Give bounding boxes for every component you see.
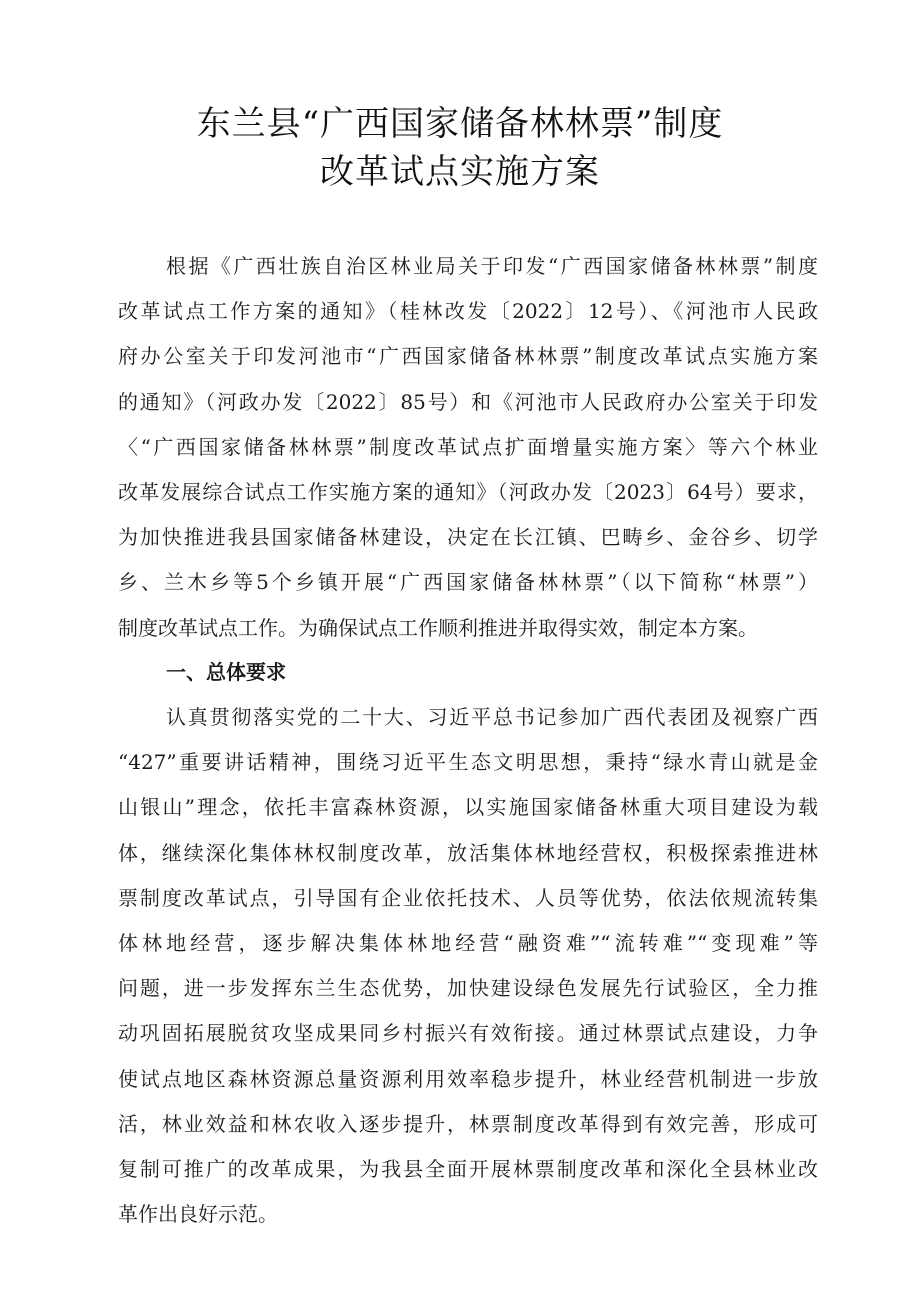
paragraph-line: 活，林业效益和林农收入逐步提升，林票制度改革得到有效完善，形成可 (118, 1111, 818, 1136)
document-title-line-1: 东兰县“广西国家储备林林票”制度 (196, 104, 724, 144)
paragraph-line: 乡、兰木乡等5个乡镇开展“广西国家储备林林票”（以下简称“林票”） (118, 570, 818, 595)
document-title-line-2: 改革试点实施方案 (320, 152, 600, 192)
paragraph-line: 为加快推进我县国家储备林建设，决定在长江镇、巴畴乡、金谷乡、切学 (118, 525, 818, 550)
paragraph-line: 〈“广西国家储备林林票”制度改革试点扩面增量实施方案〉等六个林业 (118, 434, 818, 459)
paragraph-line: 改革试点工作方案的通知》（桂林改发〔2022〕12号）、《河池市人民政 (118, 299, 818, 324)
section-heading: 一、总体要求 (166, 660, 286, 684)
paragraph-line: 动巩固拓展脱贫攻坚成果同乡村振兴有效衔接。通过林票试点建设，力争 (118, 1021, 818, 1046)
paragraph-line: “427”重要讲话精神，围绕习近平生态文明思想，秉持“绿水青山就是金 (118, 750, 818, 775)
paragraph-line: 根据《广西壮族自治区林业局关于印发“广西国家储备林林票”制度 (166, 254, 818, 278)
section-heading-block (118, 650, 818, 695)
paragraph-line: 革作出良好示范。 (118, 1202, 278, 1227)
paragraph-line: 体林地经营，逐步解决集体林地经营“融资难”“流转难”“变现难”等 (118, 930, 818, 955)
paragraph-1 (118, 244, 818, 651)
paragraph-line: 改革发展综合试点工作实施方案的通知》（河政办发〔2023〕64号）要求， (118, 479, 818, 504)
paragraph-line: 票制度改革试点，引导国有企业依托技术、人员等优势，依法依规流转集 (118, 885, 818, 910)
paragraph-line: 使试点地区森林资源总量资源利用效率稳步提升，林业经营机制进一步放 (118, 1066, 818, 1091)
paragraph-line: 认真贯彻落实党的二十大、习近平总书记参加广西代表团及视察广西 (166, 705, 818, 729)
paragraph-line: 的通知》（河政办发〔2022〕85号）和《河池市人民政府办公室关于印发 (118, 389, 818, 414)
paragraph-line: 山银山”理念，依托丰富森林资源，以实施国家储备林重大项目建设为载 (118, 795, 818, 820)
paragraph-2 (118, 695, 818, 1237)
paragraph-line: 问题，进一步发挥东兰生态优势，加快建设绿色发展先行试验区，全力推 (118, 976, 818, 1001)
paragraph-line: 制度改革试点工作。为确保试点工作顺利推进并取得实效，制定本方案。 (118, 615, 758, 640)
paragraph-line: 复制可推广的改革成果，为我县全面开展林票制度改革和深化全县林业改 (118, 1156, 818, 1181)
paragraph-line: 体，继续深化集体林权制度改革，放活集体林地经营权，积极探索推进林 (118, 840, 818, 865)
paragraph-line: 府办公室关于印发河池市“广西国家储备林林票”制度改革试点实施方案 (118, 344, 818, 369)
